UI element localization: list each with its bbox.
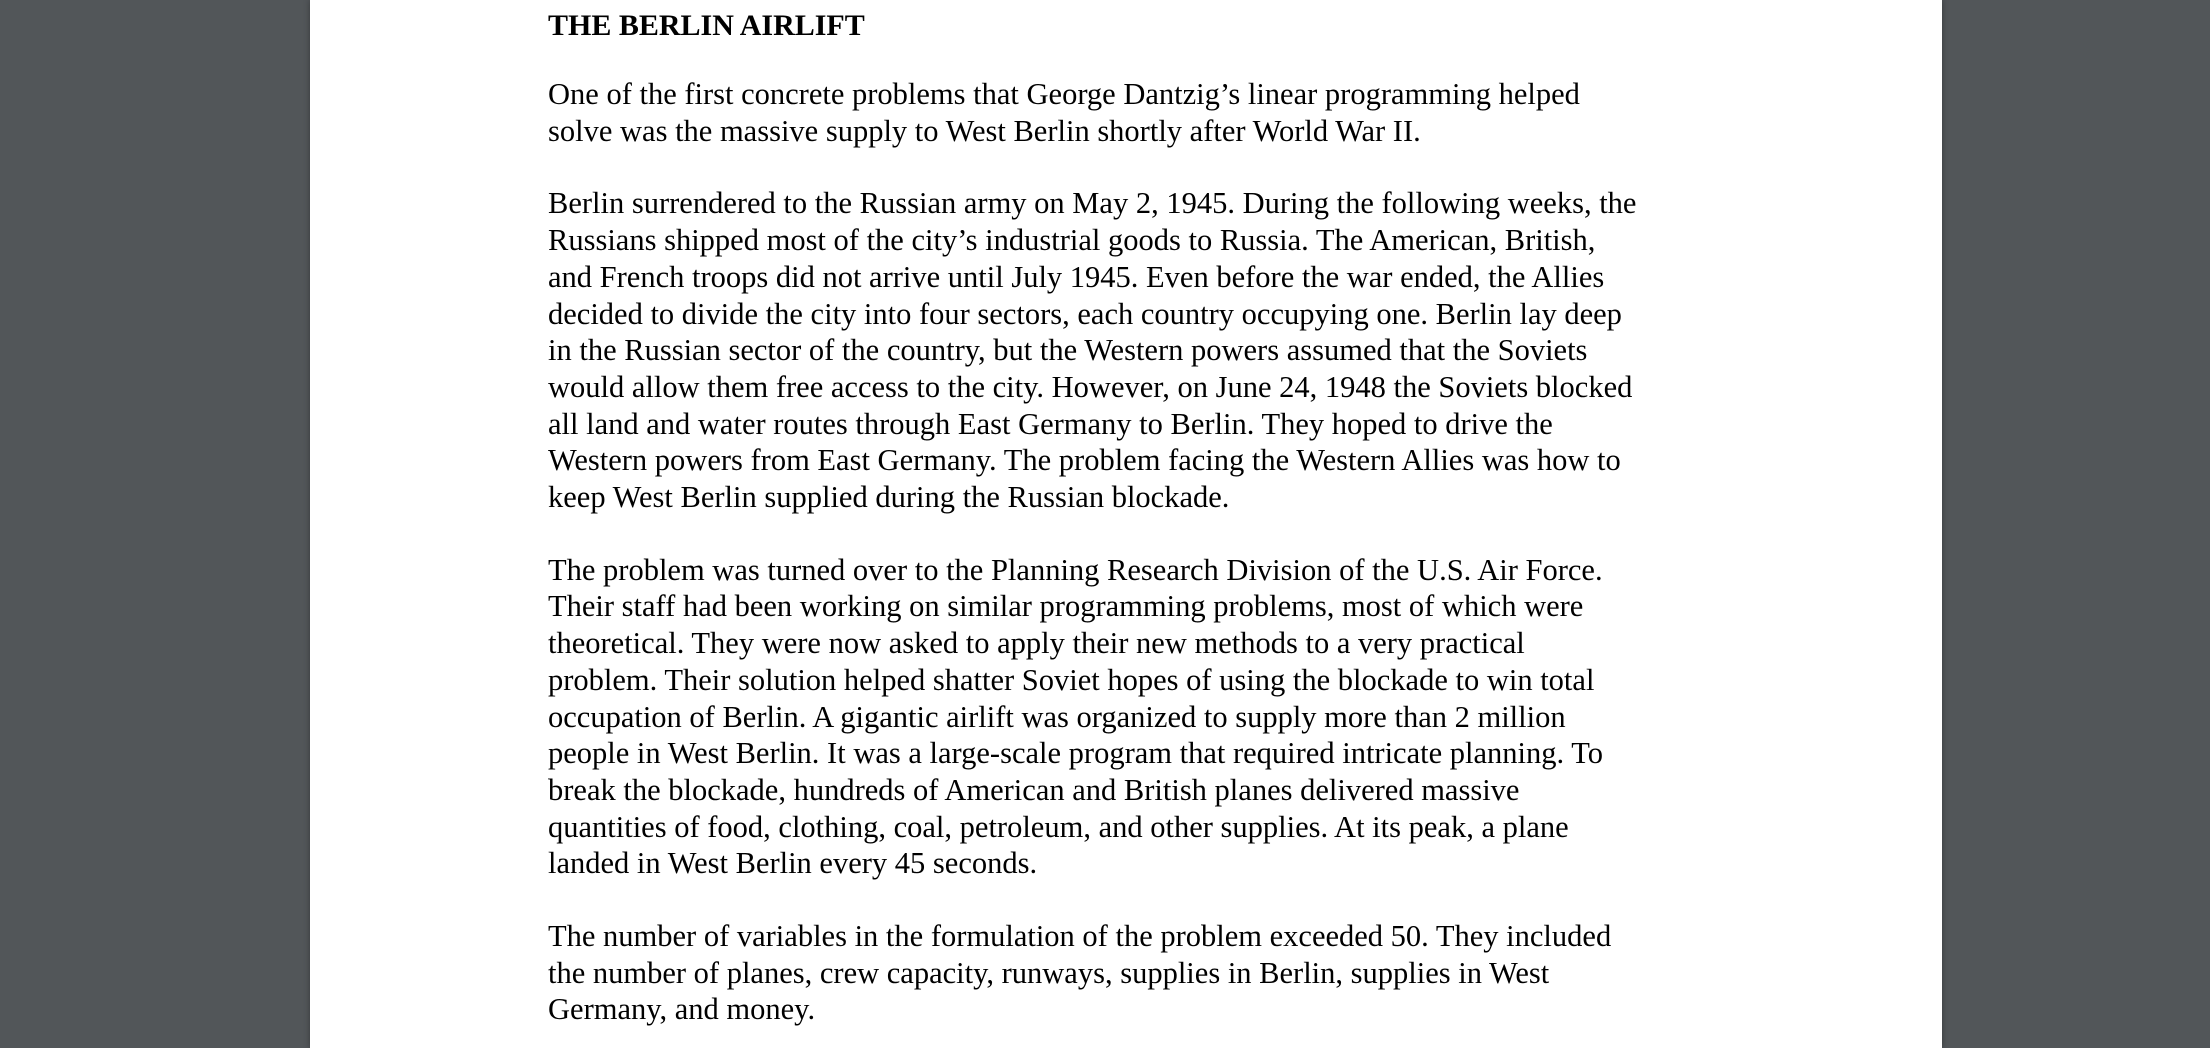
paragraph-line: keep West Berlin supplied during the Russian blockade. [548,480,1230,515]
paragraph-line: the number of planes, crew capacity, runways, supplies in Berlin, supplies in West [548,955,1550,990]
paragraph-line: landed in West Berlin every 45 seconds. [548,846,1038,881]
paragraph-line: theoretical. They were now asked to apply their new methods to a very practical [548,626,1525,661]
paragraph-line: Western powers from East Germany. The problem facing the Western Allies was how to [548,443,1621,478]
paragraph-line: Germany, and money. [548,992,816,1027]
paragraph-line: and French troops did not arrive until July 1945. Even before the war ended, the Allies [548,259,1605,294]
paragraph-line: Russians shipped most of the city’s industrial goods to Russia. The American, British, [548,223,1596,258]
paragraph-line: quantities of food, clothing, coal, petroleum, and other supplies. At its peak, a plane [548,809,1569,844]
paragraph-line: in the Russian sector of the country, but the Western powers assumed that the Soviets [548,333,1588,368]
paragraph-line: Their staff had been working on similar programming problems, most of which were [548,589,1584,624]
paragraph-line: Berlin surrendered to the Russian army on May 2, 1945. During the following weeks, the [548,186,1637,221]
paragraph-3 [548,552,1728,882]
paragraph-line: decided to divide the city into four sectors, each country occupying one. Berlin lay deep [548,296,1622,331]
paragraph-line: all land and water routes through East Germany to Berlin. They hoped to drive the [548,406,1553,441]
paragraph-2 [548,185,1728,515]
paragraph-4 [548,918,1728,1028]
paragraph-line: problem. Their solution helped shatter Soviet hopes of using the blockade to win total [548,662,1595,697]
paragraph-line: people in West Berlin. It was a large-scale program that required intricate planning. To [548,736,1603,771]
paragraph-line: The problem was turned over to the Planning Research Division of the U.S. Air Force. [548,552,1603,587]
document-content [548,6,1728,1048]
document-page [310,0,1942,1048]
paragraph-line: One of the first concrete problems that George Dantzig’s linear programming helped [548,77,1580,111]
paragraph-line: break the blockade, hundreds of American and British planes delivered massive [548,772,1520,807]
paragraph-line: would allow them free access to the city. However, on June 24, 1948 the Soviets blocked [548,369,1633,404]
paragraph-1 [548,76,1728,149]
paragraph-line: The number of variables in the formulation of the problem exceeded 50. They included [548,919,1612,954]
paragraph-line: solve was the massive supply to West Berlin shortly after World War II. [548,113,1421,148]
document-title: THE BERLIN AIRLIFT [548,9,865,42]
paragraph-line: occupation of Berlin. A gigantic airlift was organized to supply more than 2 million [548,699,1566,734]
